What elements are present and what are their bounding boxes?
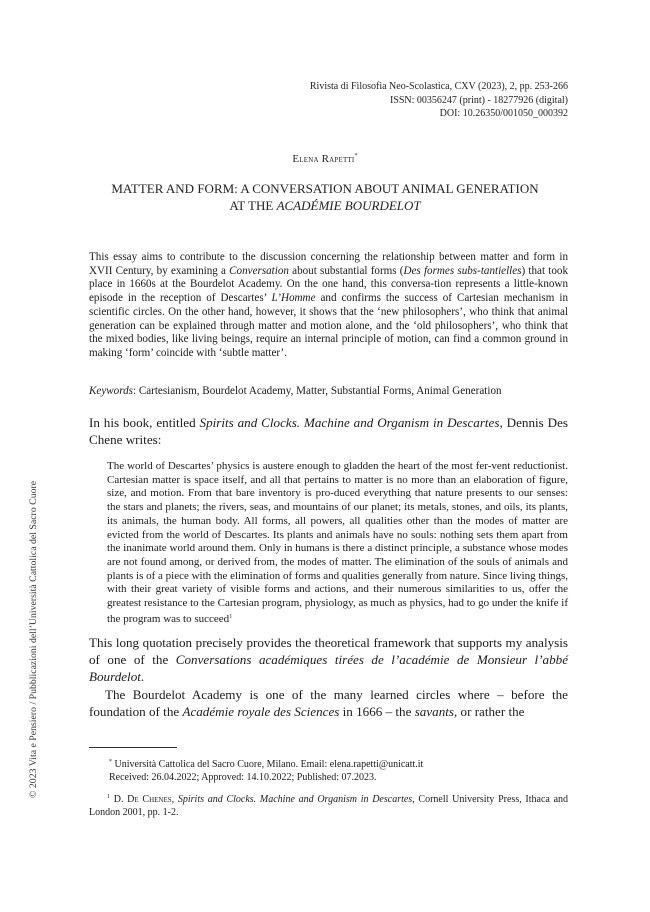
paragraph-italic: Conversations académiques tirées de l’académie de Monsieur l’abbé Bourdelot [89, 652, 569, 684]
keywords-label: Keywords [89, 385, 133, 397]
abstract [89, 251, 568, 361]
paragraph-text: , or rather the [453, 704, 525, 719]
abstract-text: about substantial forms ( [288, 264, 404, 277]
body-paragraph-3 [89, 686, 568, 720]
footnote-divider [89, 747, 177, 748]
abstract-text: This essay aims to contribute to the discussion concerning the relationship between matter and form in XVII Century, by examining a [89, 251, 568, 277]
journal-doi: DOI: 10.26350/001050_000392 [439, 108, 568, 119]
quote-text: The world of Descartes’ physics is austere enough to gladden the heart of the most fer-vent reductionist. Cartesian matter is space itself, and all that pertains to matter is no more than an elaboration of figure, size, and motion. From that bare inventory is pro-duced everything that nature presents to our senses: the stars and planets; the rivers, seas, and mountains of our planet; its metals, stones, and oils, its plants, its animals, the human body. All forms, all powers, all qualities other than the modes of matter are evicted from the world of Descartes. Its plants and animals have no souls: nothing sets them apart from the inanimate world around them. Only in humans is there a distinct principle, a substance whose modes are not found among, or derived from, the modes of matter. The elimination of the souls of animals and plants is of a piece with the elimination of forms and qualities generally from nature. Since living things, with their great variety of visible forms and actions, and their numerous similarities to us, offer the greatest resistance to the Cartesian program, physiology, as much as physics, had to go under the knife if the program was to succeed [107, 460, 568, 625]
footnote-ref-1[interactable]: 1 [229, 613, 233, 620]
footnote-mark: 1 [107, 794, 110, 800]
author-last-rest: apetti [329, 154, 355, 165]
journal-issn: ISSN: 00356247 (print) - 18277926 (digital) [389, 94, 568, 106]
author-first-rest: lena [299, 154, 319, 165]
paragraph-text: In his book, entitled [89, 415, 200, 430]
footnote-1 [89, 791, 568, 820]
title-line-2-italic: ACADÉMIE BOURDELOT [276, 198, 421, 213]
body-paragraph-2 [89, 634, 568, 685]
abstract-text: ) that took place in 1660s at the Bourdelot Academy. On the one hand, this conversa-tion represents a little-known episode in the reception of Descartes’ [89, 264, 568, 305]
abstract-text: and confirms the success of Cartesian mechanism in scientific circles. On the other hand, however, it shows that the ‘new philosophers’, who think that animal generation can be explained through matter and motion alone, and the ‘old philosophers’, who think that the mixed bodies, like living beings, require an internal principle of motion, can find a common ground in making ‘form’ coincide with ‘subtle matter’. [89, 292, 568, 359]
keywords-list: : Cartesianism, Bourdelot Academy, Matter, Substantial Forms, Animal Generation [132, 385, 502, 397]
paragraph-italic: Spirits and Clocks. Machine and Organism in Descartes [199, 415, 500, 430]
author-initial-first: E [292, 153, 300, 165]
footnote-mark: * [109, 759, 112, 765]
footnote-text: D. D [110, 794, 135, 805]
title-line-2 [75, 197, 575, 214]
title-line-2-plain: AT THE [229, 198, 277, 213]
body-paragraph-1 [89, 414, 568, 448]
paragraph-text: , Dennis Des Chene writes: [89, 415, 568, 447]
paragraph-italic: Académie royale des Sciences [182, 704, 340, 719]
paragraph-text: This long quotation precisely provides the theoretical framework that supports my analysis of one of the [89, 635, 568, 667]
footnote-affiliation: Università Cattolica del Sacro Cuore, Milano. Email: elena.rapetti@unicatt.it [112, 759, 424, 770]
footnote-author-line-2: Received: 26.04.2022; Approved: 14.10.2022; Published: 07.2023. [109, 772, 377, 784]
footnote-text: , [171, 794, 178, 805]
journal-header [228, 80, 568, 121]
keywords [89, 384, 568, 398]
abstract-italic: Conversation [229, 264, 289, 277]
paragraph-text: The Bourdelot Academy is one of the many learned circles where – before the foundation of the [89, 687, 568, 719]
footnote-text: , Cornell University Press, Ithaca and London 2001, pp. 1-2. [89, 794, 569, 819]
title-line-1: MATTER AND FORM: A CONVERSATION ABOUT ANIMAL GENERATION [111, 181, 539, 196]
author-initial-last: R [321, 153, 330, 165]
author-footnote-mark[interactable]: * [354, 153, 358, 159]
footnote-smallcaps: henes [149, 794, 172, 805]
author-name [0, 153, 650, 165]
footnote-text: C [138, 794, 150, 805]
copyright-sidebar: © 2023 Vita e Pensiero / Pubblicazioni dell’Università Cattolica del Sacro Cuore [28, 480, 39, 798]
footnote-author [109, 756, 568, 785]
abstract-italic: L’Homme [271, 292, 316, 305]
footnote-smallcaps: e [134, 794, 139, 805]
journal-citation: Rivista di Filosofia Neo-Scolastica, CXV (2023), 2, pp. 253-266 [309, 81, 568, 92]
footnote-italic: Spirits and Clocks. Machine and Organism in Descartes [177, 794, 413, 805]
abstract-italic: Des formes subs-tantielles [403, 264, 522, 277]
footnote-author-line-1 [109, 756, 568, 771]
paragraph-text: in 1666 – the [339, 704, 415, 719]
block-quote [107, 460, 568, 626]
paragraph-text: . [140, 669, 145, 684]
article-title [75, 180, 575, 214]
paragraph-italic: savants [414, 704, 454, 719]
